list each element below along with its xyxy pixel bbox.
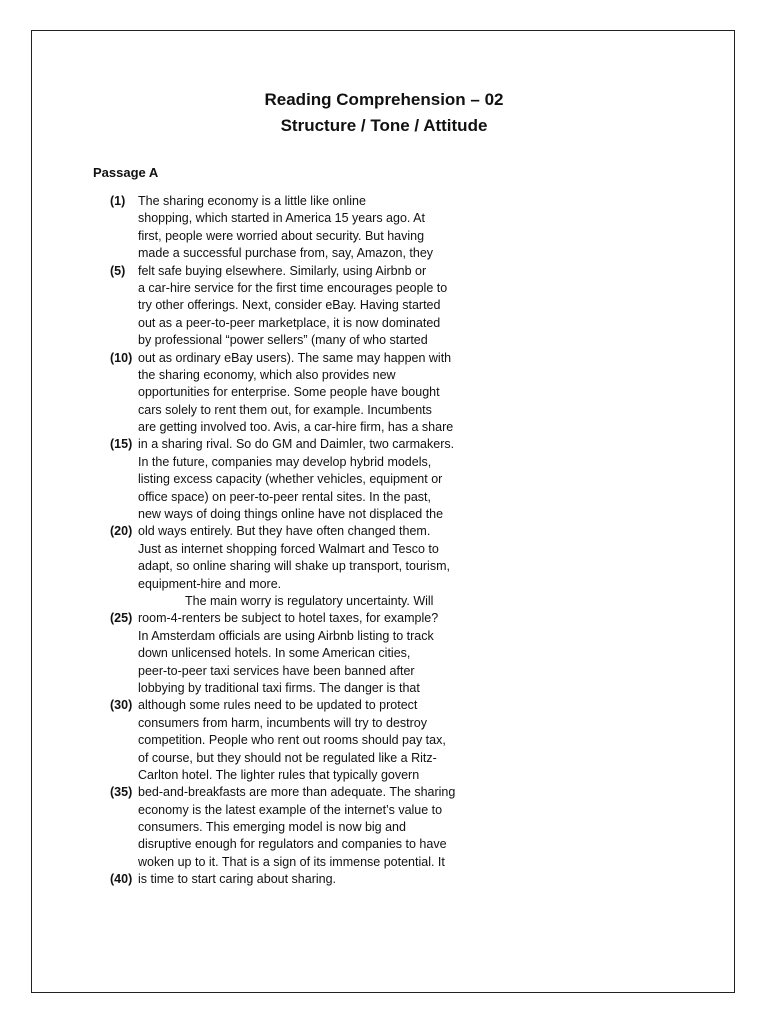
- line-text: disruptive enough for regulators and companies to have: [138, 837, 447, 852]
- passage-line: [110, 263, 490, 280]
- document-subtitle: [0, 116, 768, 136]
- passage-line: [110, 193, 490, 210]
- passage-line: [110, 350, 490, 367]
- passage-line: [110, 402, 490, 419]
- line-number: (5): [110, 263, 126, 278]
- line-text: consumers from harm, incumbents will try to destroy: [138, 715, 427, 730]
- passage-line: [110, 819, 490, 836]
- line-text: out as a peer-to-peer marketplace, it is now dominated: [138, 315, 441, 330]
- line-text: The main worry is regulatory uncertainty. Will: [185, 593, 434, 608]
- passage-line: [110, 767, 490, 784]
- line-text: The sharing economy is a little like online: [138, 194, 366, 208]
- passage-line: [110, 245, 490, 262]
- line-text: are getting involved too. Avis, a car-hire firm, has a share: [138, 420, 454, 435]
- passage-line: [110, 610, 490, 627]
- passage-line: [110, 419, 490, 436]
- passage-line: [110, 384, 490, 401]
- line-text: lobbying by traditional taxi firms. The danger is that: [138, 680, 420, 695]
- line-text: In Amsterdam officials are using Airbnb listing to track: [138, 628, 434, 643]
- line-text: down unlicensed hotels. In some American cities,: [138, 646, 411, 661]
- line-text: although some rules need to be updated to protect: [138, 698, 418, 713]
- passage-label: Passage A: [93, 165, 159, 180]
- passage-line: [110, 454, 490, 471]
- line-text: cars solely to rent them out, for example. Incumbents: [138, 402, 432, 417]
- passage-line: [110, 750, 490, 767]
- passage-line: [110, 280, 490, 297]
- line-text: felt safe buying elsewhere. Similarly, using Airbnb or: [138, 263, 427, 278]
- passage-line: [110, 680, 490, 697]
- passage-line: [110, 697, 490, 714]
- passage-line: [110, 332, 490, 349]
- line-text: listing excess capacity (whether vehicles, equipment or: [138, 472, 443, 487]
- line-text: bed-and-breakfasts are more than adequate. The sharing: [138, 785, 456, 800]
- line-text: old ways entirely. But they have often changed them.: [138, 524, 431, 539]
- document-title: [0, 90, 768, 110]
- line-text: by professional “power sellers” (many of who started: [138, 333, 428, 348]
- line-number: (1): [110, 194, 126, 208]
- line-text: adapt, so online sharing will shake up transport, tourism,: [138, 559, 450, 574]
- passage-line: [110, 732, 490, 749]
- passage-text: [110, 193, 490, 889]
- passage-line: [110, 436, 490, 453]
- line-text: woken up to it. That is a sign of its immense potential. It: [138, 854, 445, 869]
- passage-line: [110, 836, 490, 853]
- line-text: a car-hire service for the first time encourages people to: [138, 280, 448, 295]
- passage-line: [110, 576, 490, 593]
- line-text: In the future, companies may develop hybrid models,: [138, 454, 432, 469]
- passage-line: [110, 315, 490, 332]
- line-number: (10): [110, 350, 133, 365]
- line-text: consumers. This emerging model is now big and: [138, 820, 406, 835]
- passage-line: [110, 489, 490, 506]
- passage-line: [110, 593, 490, 610]
- line-number: (30): [110, 698, 133, 713]
- passage-line: [110, 802, 490, 819]
- passage-line: [110, 506, 490, 523]
- title-line-1: Reading Comprehension – 02: [264, 90, 504, 109]
- line-text: equipment-hire and more.: [138, 576, 282, 591]
- passage-line: [110, 471, 490, 488]
- line-text: try other offerings. Next, consider eBay. Having started: [138, 298, 441, 313]
- line-text: Carlton hotel. The lighter rules that typically govern: [138, 767, 420, 782]
- passage-line: [110, 523, 490, 540]
- line-text: economy is the latest example of the internet’s value to: [138, 802, 443, 817]
- passage-line: [110, 297, 490, 314]
- line-text: new ways of doing things online have not displaced the: [138, 507, 444, 522]
- line-number: (25): [110, 611, 133, 626]
- title-line-2: Structure / Tone / Attitude: [280, 116, 488, 135]
- line-number: (20): [110, 524, 133, 539]
- passage-line: [110, 628, 490, 645]
- line-text: opportunities for enterprise. Some people have bought: [138, 385, 440, 400]
- line-text: peer-to-peer taxi services have been banned after: [138, 663, 415, 678]
- line-text: out as ordinary eBay users). The same may happen with: [138, 350, 452, 365]
- line-text: made a successful purchase from, say, Amazon, they: [138, 246, 434, 261]
- passage-line: [110, 854, 490, 871]
- line-text: competition. People who rent out rooms should pay tax,: [138, 733, 446, 748]
- line-text: Just as internet shopping forced Walmart and Tesco to: [138, 541, 439, 556]
- line-number: (35): [110, 785, 133, 800]
- line-text: office space) on peer-to-peer rental sites. In the past,: [138, 489, 431, 504]
- line-number: (15): [110, 437, 133, 452]
- passage-line: [110, 367, 490, 384]
- line-text: the sharing economy, which also provides new: [138, 367, 396, 382]
- passage-line: [110, 715, 490, 732]
- passage-line: [110, 228, 490, 245]
- line-text: room-4-renters be subject to hotel taxes, for example?: [138, 611, 439, 626]
- passage-line: [110, 210, 490, 227]
- passage-line: [110, 784, 490, 801]
- passage-line: [110, 558, 490, 575]
- line-text: in a sharing rival. So do GM and Daimler, two carmakers.: [138, 437, 455, 452]
- passage-line: [110, 871, 490, 888]
- line-number: (40): [110, 872, 133, 887]
- passage-line: [110, 663, 490, 680]
- line-text: is time to start caring about sharing.: [138, 872, 337, 887]
- line-text: of course, but they should not be regulated like a Ritz-: [138, 750, 437, 765]
- passage-line: [110, 541, 490, 558]
- line-text: first, people were worried about security. But having: [138, 228, 425, 243]
- line-text: shopping, which started in America 15 years ago. At: [138, 211, 425, 226]
- passage-line: [110, 645, 490, 662]
